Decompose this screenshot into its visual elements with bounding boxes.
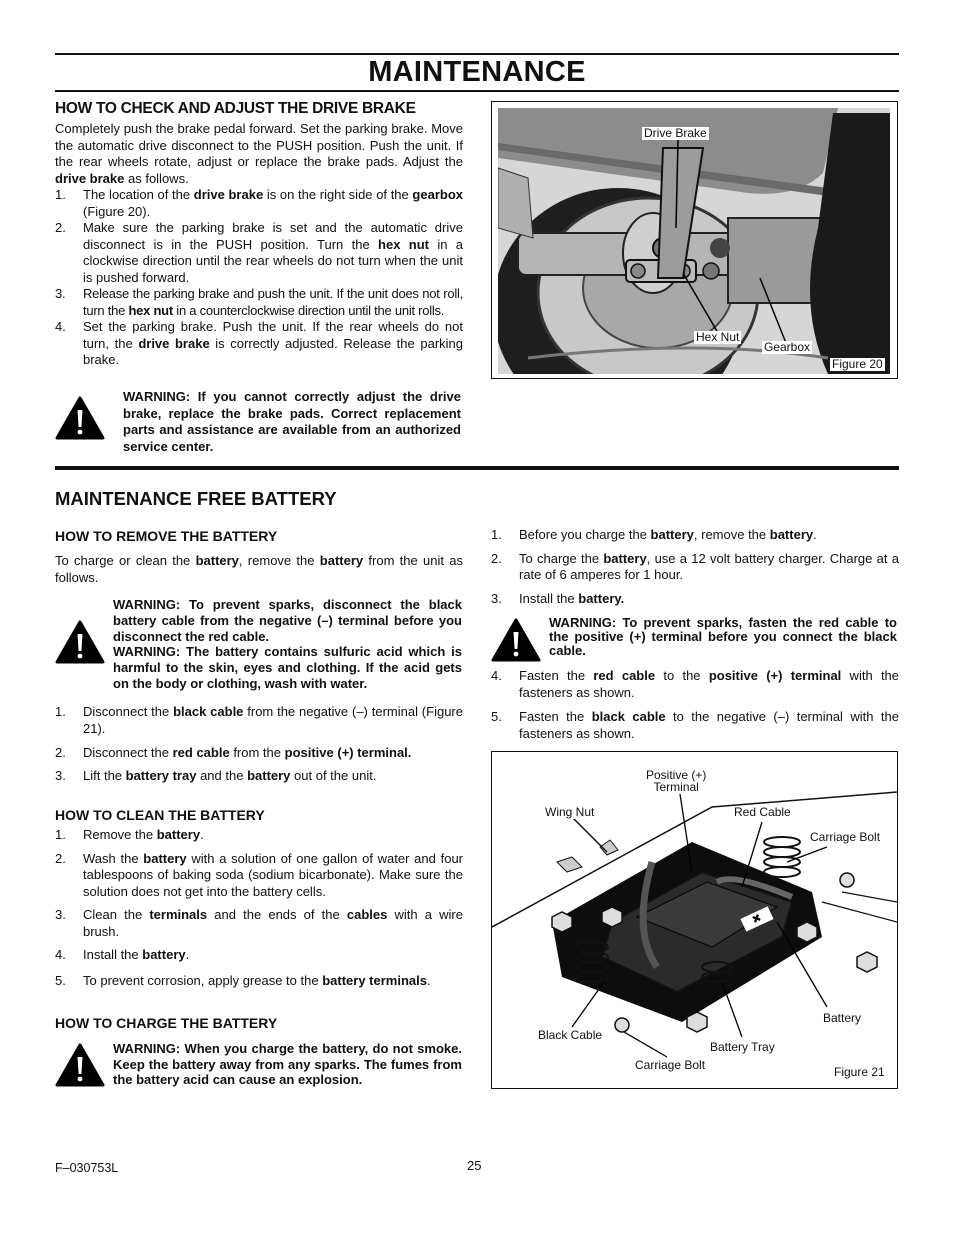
clean-battery-heading: HOW TO CLEAN THE BATTERY — [55, 807, 265, 823]
list-item: 1. Disconnect the black cable from the negative (–) terminal (Figure 21). — [55, 704, 463, 736]
drive-brake-intro: Completely push the brake pedal forward. Set the parking brake. Move the automatic drive disconnect to the PUSH position. Push the unit. If the rear wheels rotate, adjust or replace the brake pads. Adjust the drive brake as follows. — [55, 121, 463, 186]
charge-steps-4-5 — [491, 668, 899, 742]
figure-21-caption: Figure 21 — [834, 1065, 885, 1079]
list-item: 2. Wash the battery with a solution of one gallon of water and four tablespoons of baking soda (sodium bicarbonate). Make sure the solution does not get into the battery cells. — [55, 850, 463, 899]
label-carriage-bolt-top: Carriage Bolt — [810, 830, 881, 844]
list-item: 2. To charge the battery, use a 12 volt battery charger. Charge at a rate of 6 amperes for 1 hour. — [491, 550, 899, 582]
svg-text:✖: ✖ — [749, 911, 764, 927]
drive-brake-warning: WARNING: If you cannot correctly adjust the drive brake, replace the brake pads. Correct replacement parts and assistance are available from an authorized service center. — [123, 389, 461, 454]
label-gearbox: Gearbox — [764, 340, 811, 354]
list-item: 3. Install the battery. — [491, 590, 625, 606]
list-item: 1. Remove the battery. — [55, 827, 204, 842]
page-number: 25 — [467, 1158, 482, 1173]
list-item: 3. Lift the battery tray and the battery out of the unit. — [55, 767, 377, 783]
list-item: 5. To prevent corrosion, apply grease to the battery terminals. — [55, 972, 431, 988]
list-item: 2. Disconnect the red cable from the positive (+) terminal. — [55, 745, 412, 760]
warning-triangle-icon — [55, 1043, 105, 1087]
spark-warning: WARNING: To prevent sparks, disconnect the black battery cable from the negative (–) terminal before you disconnect the red cable. — [113, 597, 462, 644]
document-code: F–030753L — [55, 1161, 119, 1175]
remove-battery-heading: HOW TO REMOVE THE BATTERY — [55, 528, 278, 544]
charge-battery-heading: HOW TO CHARGE THE BATTERY — [55, 1015, 278, 1031]
clean-battery-steps — [55, 827, 463, 989]
label-carriage-bolt-bottom: Carriage Bolt — [635, 1058, 706, 1072]
charge-steps-1-3 — [491, 527, 899, 607]
label-drive-brake: Drive Brake — [644, 126, 707, 140]
list-item: 1. Before you charge the battery, remove the battery. — [491, 527, 817, 542]
label-red-cable: Red Cable — [734, 805, 791, 819]
remove-battery-intro: To charge or clean the battery, remove the battery from the unit as follows. — [55, 553, 463, 585]
page-title: MAINTENANCE — [368, 56, 586, 88]
warning-triangle-icon — [55, 620, 105, 664]
figure-20 — [491, 101, 898, 379]
list-item: 5. Fasten the black cable to the negative (–) terminal with the fasteners as shown. — [491, 709, 899, 741]
label-black-cable: Black Cable — [538, 1028, 603, 1042]
battery-heading: MAINTENANCE FREE BATTERY — [55, 488, 337, 509]
acid-warning: WARNING: The battery contains sulfuric acid which is harmful to the skin, eyes and clothing. If the acid gets on the body or clothing, wash with water. — [113, 644, 462, 691]
title-rule — [55, 90, 899, 92]
figure-21 — [491, 751, 898, 1089]
label-wing-nut: Wing Nut — [545, 805, 595, 819]
list-item: 3. Clean the terminals and the ends of the cables with a wire brush. — [55, 907, 463, 939]
list-item: 2. Make sure the parking brake is set and the automatic drive disconnect is in the PUSH position. Turn the hex nut in a clockwise direction until the rear wheels do not turn when the unit is pushed forward. — [55, 220, 463, 285]
drive-brake-heading: HOW TO CHECK AND ADJUST THE DRIVE BRAKE — [55, 100, 416, 117]
warning-triangle-icon — [55, 396, 105, 440]
label-positive-terminal: Positive (+) Terminal — [646, 768, 707, 794]
list-item: 4. Fasten the red cable to the positive (+) terminal with the fasteners as shown. — [491, 668, 900, 700]
drive-brake-text — [55, 121, 463, 369]
section-divider — [55, 466, 899, 470]
label-battery-tray: Battery Tray — [710, 1040, 775, 1054]
list-item: 3. Release the parking brake and push the unit. If the unit does not roll, turn the hex nut in a counterclockwise direction until the unit rolls. — [55, 286, 463, 318]
figure-20-caption: Figure 20 — [832, 357, 883, 371]
warning-triangle-icon — [491, 618, 541, 662]
list-item: 4. Install the battery. — [55, 947, 190, 962]
remove-battery-steps — [55, 704, 463, 784]
drive-brake-steps — [55, 187, 463, 369]
list-item: 4. Set the parking brake. Push the unit. If the rear wheels do not turn, the drive brake is correctly adjusted. Release the parking brake. — [55, 319, 464, 367]
list-item: 1. The location of the drive brake is on the right side of the gearbox (Figure 20). — [55, 187, 463, 219]
remove-battery-warnings — [113, 597, 462, 692]
label-battery: Battery — [823, 1011, 862, 1025]
fasten-cable-warning: WARNING: To prevent sparks, fasten the red cable to the positive (+) terminal before you connect the black cable. — [549, 615, 897, 658]
charge-battery-warning: WARNING: When you charge the battery, do not smoke. Keep the battery away from any sparks. The fumes from the battery acid can cause an explosion. — [113, 1041, 462, 1087]
label-hex-nut: Hex Nut — [696, 330, 740, 344]
